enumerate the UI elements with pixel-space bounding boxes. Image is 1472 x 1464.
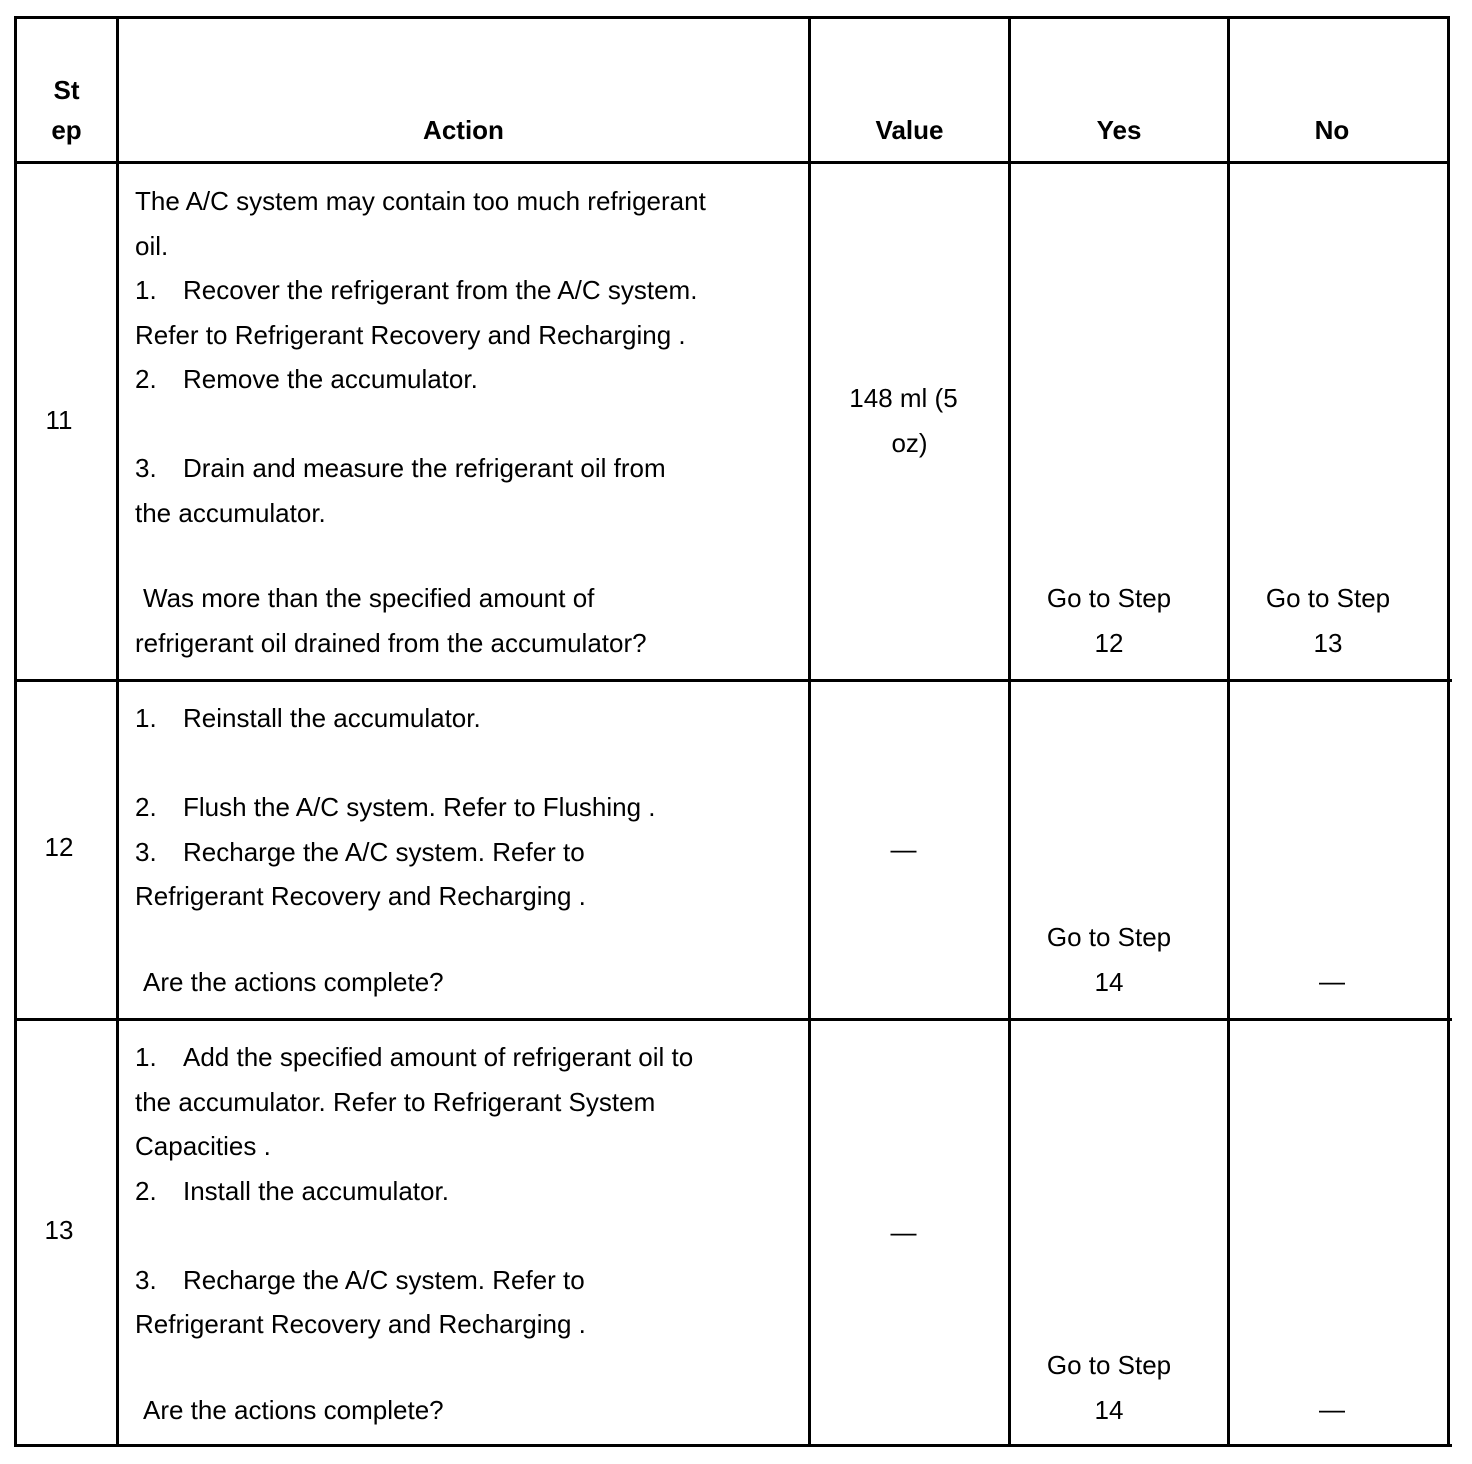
action-question: Are the actions complete? [143,1394,444,1425]
row-11-action [135,179,805,665]
action-item-3-cont: Refrigerant Recovery and Recharging . [135,1309,586,1339]
row-13-value: — [890,1217,917,1247]
header-no: No [1314,115,1350,145]
row-11-yes[interactable]: Go to Step 12 [1046,583,1172,658]
row-step-12: 12 [44,832,74,862]
action-item-1: 1. Reinstall the accumulator. [135,703,481,733]
row-12-action [135,696,805,1004]
action-item-3: 3. Drain and measure the refrigerant oil from [135,453,666,483]
row-13-yes[interactable]: Go to Step 14 [1046,1350,1172,1425]
action-item-3-cont: Refrigerant Recovery and Recharging . [135,881,586,911]
row-12-yes[interactable]: Go to Step 14 [1046,922,1172,997]
action-intro: oil. [135,230,169,261]
action-item-2: 2. Install the accumulator. [135,1175,449,1206]
header-step-line2: ep [51,115,82,145]
action-question: Was more than the specified amount of [143,583,595,613]
header-step-line1: St [53,75,80,105]
row-11-value: 148 ml (5 oz) [849,383,958,458]
row-12-value: — [890,834,917,864]
action-intro: The A/C system may contain too much refrigerant [135,186,706,216]
action-item-1: 1. Add the specified amount of refrigerant oil to [135,1042,694,1072]
header-step [17,70,116,150]
header-value: Value [875,115,944,145]
action-question-cont: refrigerant oil drained from the accumulator? [135,627,647,658]
action-item-1-cont: the accumulator. Refer to Refrigerant System [135,1086,656,1117]
action-item-3-cont: the accumulator. [135,497,326,528]
header-action: Action [423,115,504,145]
action-item-2: 2. Remove the accumulator. [135,364,478,394]
action-item-1-cont: Refer to Refrigerant Recovery and Recharging . [135,319,686,350]
row-13-no: — [1319,1394,1345,1424]
action-item-3: 3. Recharge the A/C system. Refer to [135,836,585,867]
action-item-1-cont: Capacities . [135,1131,271,1161]
row-step-13: 13 [44,1215,74,1245]
action-item-2: 2. Flush the A/C system. Refer to Flushing . [135,792,656,822]
header-yes: Yes [1096,115,1142,145]
row-step-11: 11 [45,405,73,435]
action-item-1: 1. Recover the refrigerant from the A/C system. [135,275,698,305]
action-question: Are the actions complete? [143,966,444,997]
row-13-action [135,1035,805,1432]
action-item-3: 3. Recharge the A/C system. Refer to [135,1264,585,1295]
row-11-no[interactable]: Go to Step 13 [1265,583,1391,658]
row-12-no: — [1319,966,1345,996]
